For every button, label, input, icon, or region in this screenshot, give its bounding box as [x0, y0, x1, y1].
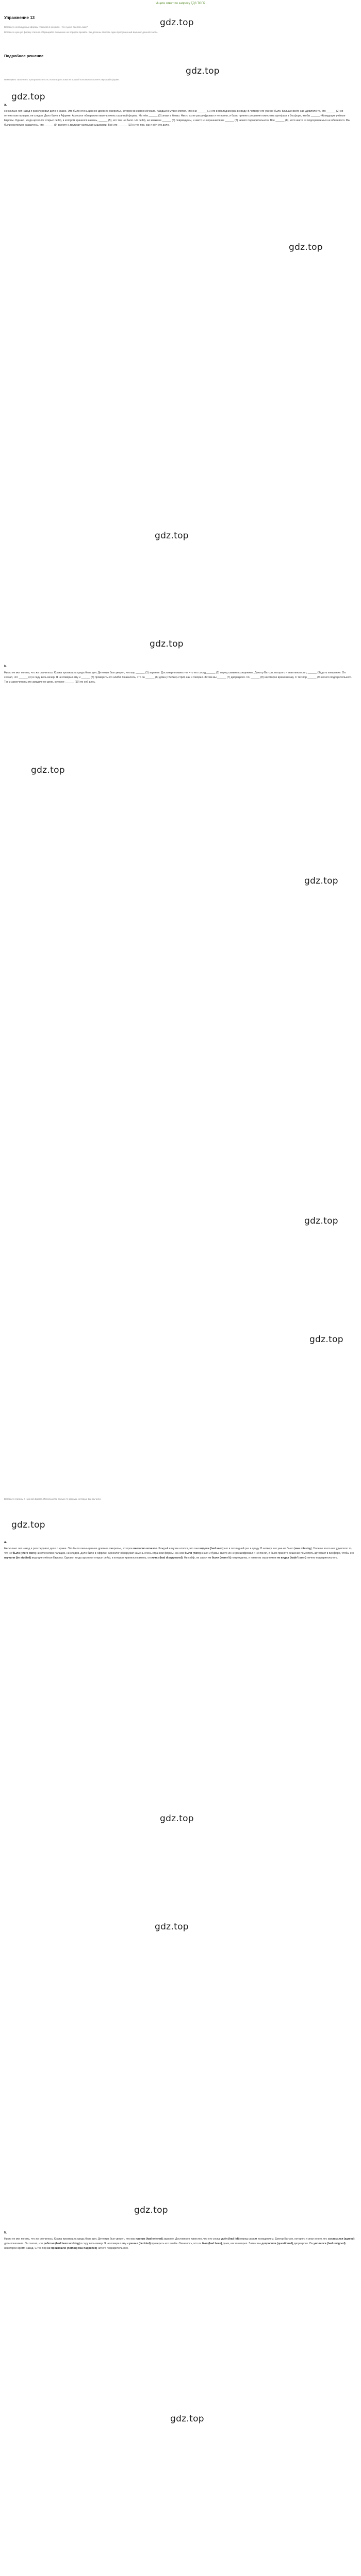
paragraph: Никто не мог понять, что же случилось. Кража произошла средь бела дня. Детектив был уверен, что вор ______ (1) заранее. Достоверно известно, что его сосед ______ (2) перед самым похищением. Доктор Ватсон, которого я знал много лет, ______ (3) дать показания. Он сказал, что ______ (4) в саду весь вечер. Я не поверил ему и ______ (5) проверить его алиби. Оказалось, что он ______ (6) дома у Бейкер-стрит, как и говорил. Затем мы ______ (7) дворецкого. Он ______ (8) некоторое время назад. С тех пор ______ (9) ничего подозрительного. Так и закончилось это загадочное дело, которое ______ (10) по сей день. — [4, 671, 352, 684]
watermark: gdz.top — [11, 1520, 45, 1530]
paragraph-rich: Никто не мог понять, что же случилось. Кража произошла средь бела дня. Детектив был уверен, что вор проник (had entered) заранее. Достоверно известно, что его сосед ушёл (had left) перед самым похищением. Доктор Ватсон, которого я знал много лет, согласился (agreed) дать показания. Он сказал, что работал (had been working) в саду весь вечер. Я не поверил ему и решил (decided) проверить его алиби. Оказалось, что он был (had been) дома, как и говорил. Затем мы допросили (questioned) дворецкого. Он уволился (had resigned) некоторое время назад. С тех пор не произошло (nothing has happened) ничего подозрительного. — [4, 2238, 355, 2250]
exercise-hint-2: Вставьте нужную форму глагола. Обращайте внимание на порядок времён. Вы должны вписать один пропущенный вариант данной части. — [4, 31, 158, 33]
watermark: gdz.top — [309, 1334, 343, 1345]
section-number: b. — [4, 665, 7, 668]
watermark: gdz.top — [170, 2414, 204, 2424]
watermark: gdz.top — [186, 66, 220, 76]
paragraph: Несколько лет назад я расследовал дело о краже. Это было очень ценное древнее ожерелье, которое внезапно исчезло. Каждый в музее клялся, что они ______ (1) его в последний раз в среду. В четверг его уже не было. Больше всего нас удивляло то, что ______ (2) ни отпечатков пальцев, ни следов. Дело было в Африке. Археолог обнаружил камень очень странной формы. На нём ______ (3) знаки и буквы. Никто их не расшифровал и не понял, и было принято решение поместить артефакт в Босфоре, чтобы ______ (4) ведущие учёные Европы. Однако, когда археолог открыл сейф, в котором хранился камень, ______ (5), его там не было. Ни сейф, ни замки не ______ (6) повреждены, и никто из охранников не ______ (7) ничего подозрительного. Все ______ (8), хотя никто из подозреваемых не обвинялся. Мы были настолько озадачены, что ______ (9) вместе с другими частными сыщиками. Всё это ______ (10) с тех пор, как я вёл это дело. — [4, 110, 350, 127]
section-d-text — [4, 2231, 355, 2252]
watermark: gdz.top — [134, 2205, 168, 2215]
top-banner-link[interactable]: Ищете ответ по запросу ГДЗ ТОП? — [155, 2, 206, 5]
watermark: gdz.top — [155, 531, 189, 541]
hint-text: Нам нужно заполнить пропуски в тексте, используя слова из правой колонки в соответствующей форме. — [4, 78, 120, 81]
hint-text: Вставьте глаголы в нужной форме. Используйте только те формы, которые вы изучили. — [4, 1498, 102, 1500]
watermark: gdz.top — [160, 18, 194, 28]
watermark: gdz.top — [150, 639, 184, 649]
solution-heading: Подробное решение — [4, 54, 44, 58]
watermark: gdz.top — [155, 1922, 189, 1932]
top-banner — [0, 0, 361, 7]
page-title: Упражнение 13 — [4, 15, 35, 20]
section-number: a. — [4, 104, 7, 107]
section-b-text — [4, 665, 355, 686]
section-number: a. — [4, 1541, 7, 1544]
watermark: gdz.top — [31, 765, 65, 775]
paragraph-rich: Несколько лет назад я расследовал дело о краже. Это было очень ценное древнее ожерелье, которое внезапно исчезло. Каждый в музее клялся, что они видели (had seen) его в последний раз в среду. В четверг его уже не было (was missing). Больше всего нас удивляло то, что не было (there were) ни отпечатков пальцев, ни следов. Дело было в Африке. Археолог обнаружил камень очень странной формы. На нём были (were) знаки и буквы. Никто их не расшифровал и не понял, и было принято решение поместить артефакт в Босфоре, чтобы его изучили (be studied) ведущие учёные Европы. Однако, когда археолог открыл сейф, в котором хранился камень, он исчез (had disappeared). Ни сейф, ни замки не были (weren't) повреждены, и никто из охранников не видел (hadn't seen) ничего подозрительного. — [4, 1547, 354, 1560]
section-c-text — [4, 1540, 355, 1562]
exercise-hint: Вставьте необходимые формы глаголов в скобках. Что нужно сделать вам? — [4, 26, 88, 28]
watermark: gdz.top — [160, 1814, 194, 1824]
section-a-text — [4, 103, 355, 129]
watermark: gdz.top — [304, 876, 338, 886]
watermark: gdz.top — [289, 242, 323, 252]
watermark: gdz.top — [304, 1216, 338, 1226]
section-number: b. — [4, 2231, 7, 2234]
watermark: gdz.top — [11, 92, 45, 102]
